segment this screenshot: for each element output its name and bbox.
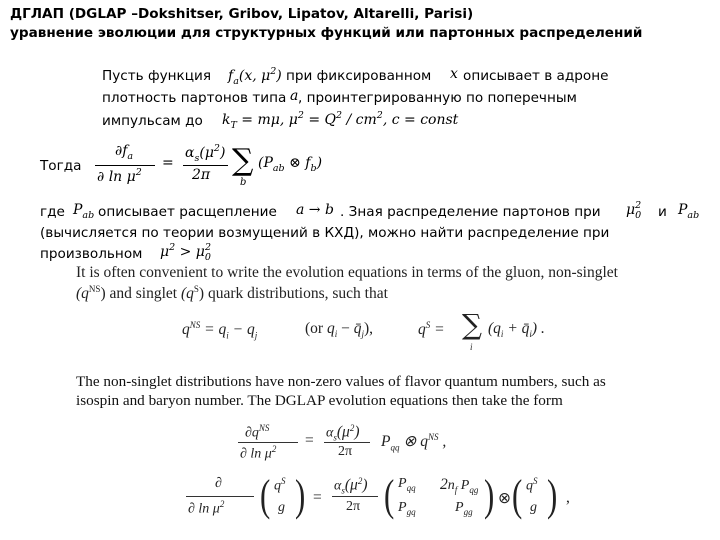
text-integrated: , проинтегрированную по поперечным [298, 90, 577, 106]
eq-s-rparen-2: ) [484, 471, 495, 520]
eq1-denominator: ∂ $\ln \mu^2$ [97, 167, 142, 185]
eq-qs-sum-icon: ∑ [462, 308, 482, 341]
eq-s-alpha: $\alpha_s(\mu^2)$ [334, 476, 368, 496]
formula-kt: $k_T = m\mu$, $\mu^2 = Q^2 / cm^2$, c = const [222, 110, 459, 131]
text-describes: описывает в адроне [463, 68, 609, 84]
formula-mu-gt-mu0: $\mu^2 > \mu_0^2$ [160, 242, 211, 263]
eq-s-pqg: $2n_f$ $P_{qg}$ [440, 476, 479, 495]
eq-qs-body: ($q_i$ + $q̄_i$) . [488, 320, 545, 340]
eq1-fraction-bar [95, 165, 155, 166]
eq-s-equals: = [313, 489, 322, 506]
var-pab-2: $P_{ab}$ [678, 202, 700, 221]
text-arbitrary: произвольном [40, 246, 143, 262]
eq1-conv: ($P_{ab}$ ⊗ $f_b$) [258, 155, 323, 174]
text-splitting: описывает расщепление [98, 204, 277, 220]
en-para2-line-1: The non-singlet distributions have non-zero values of flavor quantum numbers, such as [76, 373, 606, 390]
eq-ns-2pi: 2π [338, 444, 353, 459]
eq-s-2pi: 2π [346, 499, 361, 514]
eq-qs-def: $q^S$ = [418, 320, 445, 339]
text-gde: где [40, 204, 65, 220]
eq-s-lparen-3: ( [512, 471, 523, 520]
eq-s-num: ∂ [215, 476, 222, 491]
eq-s-rparen-1: ) [295, 471, 306, 520]
eq-qns-or: (or $q_i$ − $q̄_j$), [305, 320, 374, 340]
en-line-1: It is often convenient to write the evolution equations in terms of the gluon, non-singlet [76, 264, 618, 281]
eq1-numerator: $\partial f_a$ [115, 143, 134, 162]
en-para2-line-2: isospin and baryon number. The DGLAP evolution equations then take the form [76, 392, 563, 409]
eq-s-rparen-3: ) [547, 471, 558, 520]
eq-s-otimes: ⊗ [498, 490, 511, 507]
eq-ns-alpha: $\alpha_s(\mu^2)$ [326, 423, 360, 443]
var-mu0-1: $\mu_0^2$ [626, 200, 642, 221]
text-fixed: при фиксированном [286, 68, 432, 84]
eq-ns-alpha-bar [324, 442, 370, 443]
eq1-alpha-bar [183, 165, 228, 166]
eq-ns-pqq: $P_{qq}$ ⊗ $q^{NS}$ , [381, 432, 447, 453]
eq-ns-den: ∂ $\ln \mu^2$ [240, 444, 277, 462]
en-line-2: $(q^{NS})$ and singlet $(q^S)$ quark distributions, such that [76, 284, 388, 303]
eq-s-pqq: $P_{qq}$ [398, 476, 416, 493]
fa-f: f [228, 68, 234, 84]
eq-ns-equals: = [305, 432, 314, 449]
var-a: a [290, 88, 299, 104]
eq-s-pgg: $P_{gg}$ [455, 500, 473, 517]
text-impulses: импульсам до [102, 113, 203, 129]
eq1-sum-index: b [240, 177, 247, 188]
eq-ns-num: $\partial q^{NS}$ [245, 423, 270, 441]
eq1-alpha: $\alpha_s(\mu^2)$ [185, 143, 226, 164]
eq1-two-pi: 2π [192, 167, 211, 183]
fa-sub: a [233, 76, 239, 87]
eq-s-lparen-2: ( [384, 471, 395, 520]
var-pab-1: $P_{ab}$ [73, 202, 95, 221]
eq-s-den: ∂ $\ln \mu^2$ [188, 499, 225, 517]
text-znaya: . Зная распределение партонов при [340, 204, 601, 220]
title-line-1: ДГЛАП (DGLAP –Dokshitser, Gribov, Lipatov, Altarelli, Parisi) [10, 6, 474, 22]
formula-fa-x-mu: $f_a(x$, $\mu^2$) [228, 66, 282, 87]
text-togda: Тогда [40, 158, 82, 174]
eq-qns-def: $q^{NS} = q_i - q_j$ [182, 320, 258, 341]
eq1-equals: = [162, 155, 174, 171]
eq-s-lparen-1: ( [260, 471, 271, 520]
eq1-sum-icon: ∑ [232, 143, 254, 178]
text-i: и [658, 204, 667, 220]
title-line-2: уравнение эволюции для структурных функций или партонных распределений [10, 25, 643, 41]
text-perturb: (вычисляется по теории возмущений в КХД), можно найти распределение при [40, 225, 610, 241]
eq-s-vec-qs: $q^S$ [274, 476, 286, 494]
formula-a-to-b: a → b [296, 202, 334, 218]
eq-ns-bar [238, 442, 298, 443]
eq-s-comma: , [566, 489, 570, 506]
eq-s-vec2-g: g [530, 500, 537, 515]
eq-qs-sum-index: i [470, 342, 473, 352]
eq-s-pgq: $P_{gq}$ [398, 500, 416, 517]
eq-s-bar [186, 496, 254, 497]
text-pust: Пусть функция [102, 68, 212, 84]
text-density: плотность партонов типа [102, 90, 287, 106]
eq-s-vec2-qs: $q^S$ [526, 476, 538, 494]
eq-s-alpha-bar [332, 496, 378, 497]
var-x: x [450, 66, 458, 82]
eq-s-vec-g: g [278, 500, 285, 515]
